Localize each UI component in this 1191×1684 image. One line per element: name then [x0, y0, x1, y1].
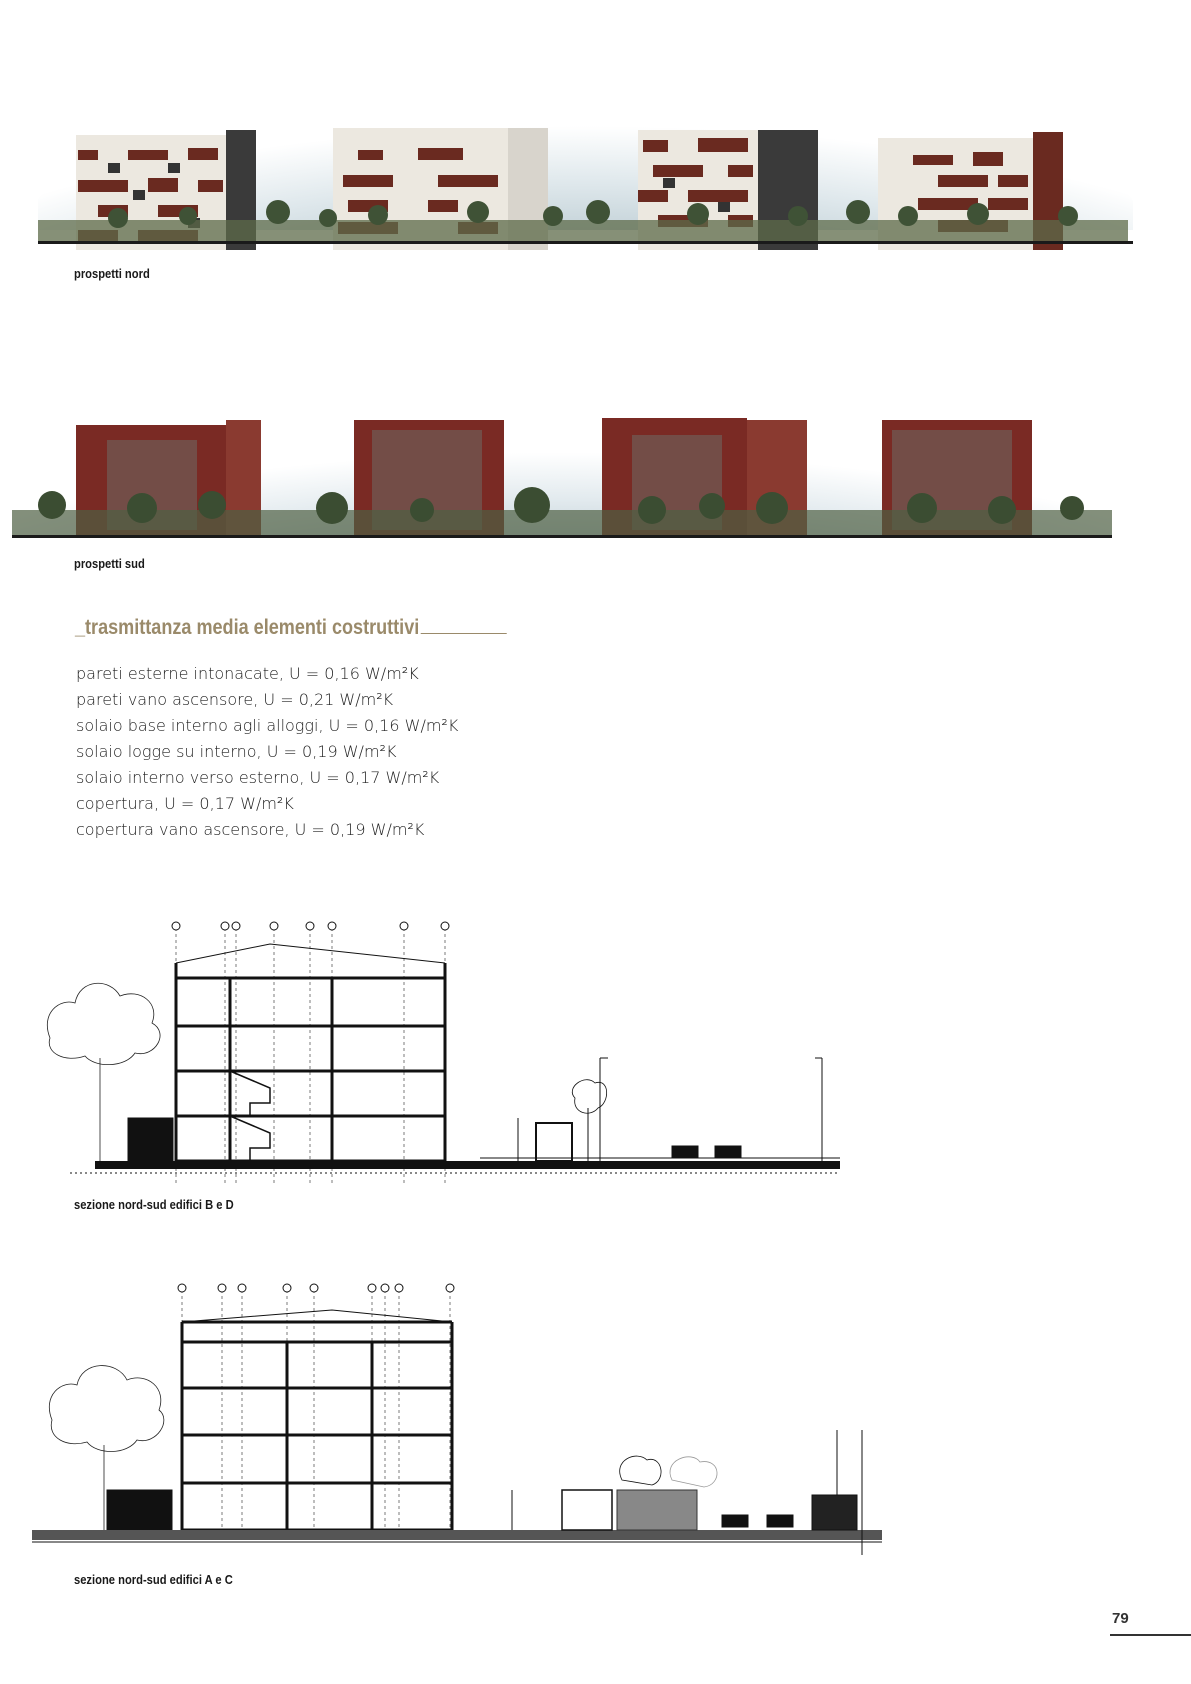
transmittance-heading	[75, 616, 507, 640]
south-elevations-image	[12, 340, 1112, 545]
transmittance-item: pareti vano ascensore, U = 0,21 W/m²K	[76, 690, 394, 709]
section-bd-caption: sezione nord-sud edifici B e D	[74, 1197, 234, 1212]
transmittance-item: solaio logge su interno, U = 0,19 W/m²K	[76, 742, 397, 761]
north-elevations-image	[38, 40, 1133, 258]
transmittance-item: solaio interno verso esterno, U = 0,17 W/m²K	[76, 768, 440, 787]
transmittance-list	[76, 661, 458, 843]
page-number-rule	[1110, 1634, 1191, 1636]
section-bd-drawing	[40, 918, 900, 1193]
section-ac-drawing	[32, 1280, 922, 1555]
transmittance-item: pareti esterne intonacate, U = 0,16 W/m²K	[76, 664, 419, 683]
heading-underline	[421, 633, 507, 634]
section-ac-caption: sezione nord-sud edifici A e C	[74, 1572, 233, 1587]
transmittance-item: copertura, U = 0,17 W/m²K	[76, 794, 294, 813]
north-elevations-caption: prospetti nord	[74, 266, 150, 281]
page-number: 79	[1112, 1610, 1129, 1627]
transmittance-item: copertura vano ascensore, U = 0,19 W/m²K	[76, 820, 425, 839]
transmittance-item: solaio base interno agli alloggi, U = 0,16 W/m²K	[76, 716, 459, 735]
south-elevations-caption: prospetti sud	[74, 556, 145, 571]
transmittance-heading-text: _trasmittanza media elementi costruttivi	[75, 616, 420, 639]
